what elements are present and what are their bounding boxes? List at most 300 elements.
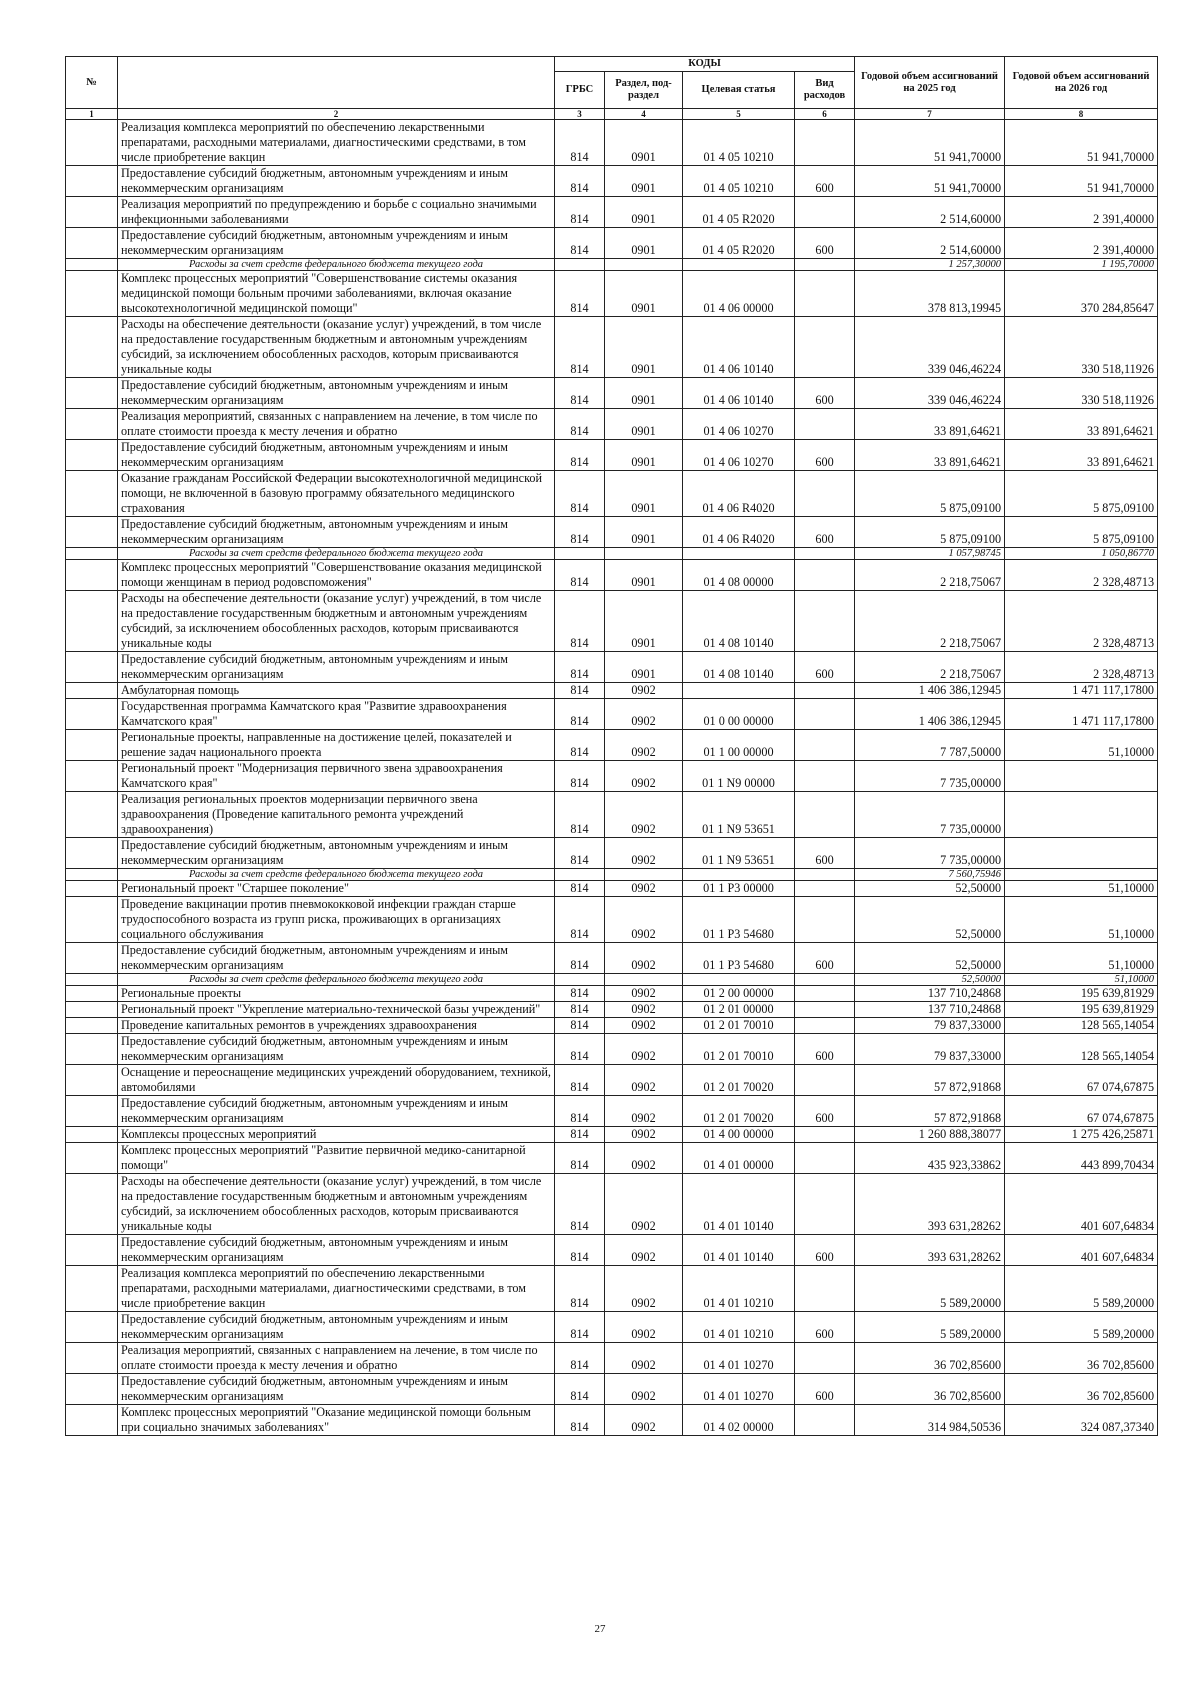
name-cell: Реализация мероприятий по предупреждению и борьбе с социально значимыми инфекционными заболеваниями: [118, 197, 555, 228]
target-cell: 01 0 00 00000: [683, 699, 795, 730]
vol-2025-cell: 1 260 888,38077: [855, 1127, 1005, 1143]
section-cell: [605, 974, 683, 986]
table-row: [66, 1374, 1158, 1405]
target-cell: 01 4 01 00000: [683, 1143, 795, 1174]
section-cell: 0902: [605, 1235, 683, 1266]
section-cell: 0902: [605, 1143, 683, 1174]
exp-type-cell: [795, 986, 855, 1002]
num-cell: [66, 471, 118, 517]
num-cell: [66, 1405, 118, 1436]
target-cell: 01 2 01 70020: [683, 1096, 795, 1127]
num-cell: [66, 1034, 118, 1065]
vol-2026-cell: 195 639,81929: [1005, 1002, 1158, 1018]
name-cell: Реализация мероприятий, связанных с направлением на лечение, в том числе по оплате стоимости проезда к месту лечения и обратно: [118, 409, 555, 440]
header-exp-type: Вид расходов: [795, 72, 855, 109]
exp-type-cell: 600: [795, 943, 855, 974]
colnum: 6: [795, 109, 855, 120]
name-cell: Предоставление субсидий бюджетным, автономным учреждениям и иным некоммерческим организациям: [118, 440, 555, 471]
section-cell: 0902: [605, 838, 683, 869]
name-cell: Расходы за счет средств федерального бюджета текущего года: [118, 974, 555, 986]
target-cell: 01 4 06 R4020: [683, 517, 795, 548]
vol-2025-cell: 7 787,50000: [855, 730, 1005, 761]
vol-2026-cell: 370 284,85647: [1005, 271, 1158, 317]
vol-2025-cell: 137 710,24868: [855, 1002, 1005, 1018]
name-cell: Оказание гражданам Российской Федерации высокотехнологичной медицинской помощи, не включенной в базовую программу обязательного медицинского страхования: [118, 471, 555, 517]
vol-2025-cell: 378 813,19945: [855, 271, 1005, 317]
num-cell: [66, 591, 118, 652]
section-cell: 0901: [605, 317, 683, 378]
name-cell: Региональные проекты: [118, 986, 555, 1002]
exp-type-cell: 600: [795, 1312, 855, 1343]
exp-type-cell: 600: [795, 440, 855, 471]
num-cell: [66, 1096, 118, 1127]
colnum: 1: [66, 109, 118, 120]
vol-2025-cell: 52,50000: [855, 881, 1005, 897]
grbs-cell: 814: [555, 683, 605, 699]
grbs-cell: 814: [555, 1374, 605, 1405]
vol-2025-cell: 1 257,30000: [855, 259, 1005, 271]
table-header: [66, 57, 1158, 120]
page-number: 27: [594, 1623, 606, 1635]
table-row: [66, 1034, 1158, 1065]
grbs-cell: 814: [555, 1174, 605, 1235]
grbs-cell: 814: [555, 120, 605, 166]
target-cell: 01 4 05 R2020: [683, 228, 795, 259]
vol-2026-cell: [1005, 761, 1158, 792]
grbs-cell: [555, 869, 605, 881]
name-cell: Предоставление субсидий бюджетным, автономным учреждениям и иным некоммерческим организациям: [118, 943, 555, 974]
target-cell: 01 4 06 00000: [683, 271, 795, 317]
grbs-cell: 814: [555, 317, 605, 378]
table-row: [66, 1405, 1158, 1436]
num-cell: [66, 792, 118, 838]
num-cell: [66, 1235, 118, 1266]
target-cell: 01 4 01 10270: [683, 1374, 795, 1405]
target-cell: 01 4 01 10210: [683, 1266, 795, 1312]
exp-type-cell: [795, 548, 855, 560]
federal-budget-row: [66, 548, 1158, 560]
vol-2025-cell: 7 735,00000: [855, 838, 1005, 869]
vol-2026-cell: 1 050,86770: [1005, 548, 1158, 560]
table-row: [66, 166, 1158, 197]
target-cell: 01 4 06 10140: [683, 378, 795, 409]
table-row: [66, 792, 1158, 838]
vol-2026-cell: 195 639,81929: [1005, 986, 1158, 1002]
grbs-cell: 814: [555, 440, 605, 471]
grbs-cell: 814: [555, 1065, 605, 1096]
grbs-cell: 814: [555, 1034, 605, 1065]
vol-2025-cell: 435 923,33862: [855, 1143, 1005, 1174]
table-row: [66, 1343, 1158, 1374]
table-row: [66, 730, 1158, 761]
vol-2026-cell: 5 875,09100: [1005, 471, 1158, 517]
table-row: [66, 228, 1158, 259]
name-cell: Расходы на обеспечение деятельности (оказание услуг) учреждений, в том числе на предоставление государственным бюджетным и автономным учреждениям субсидий, за исключением обособленных расходов, которым присваиваются уникальные коды: [118, 591, 555, 652]
section-cell: 0901: [605, 271, 683, 317]
section-cell: 0901: [605, 591, 683, 652]
num-cell: [66, 378, 118, 409]
name-cell: Реализация комплекса мероприятий по обеспечению лекарственными препаратами, расходными материалами, диагностическими средствами, в том числе приобретение вакцин: [118, 120, 555, 166]
exp-type-cell: [795, 197, 855, 228]
name-cell: Предоставление субсидий бюджетным, автономным учреждениям и иным некоммерческим организациям: [118, 1312, 555, 1343]
colnum: 3: [555, 109, 605, 120]
table-row: [66, 1018, 1158, 1034]
table-row: [66, 897, 1158, 943]
name-cell: Предоставление субсидий бюджетным, автономным учреждениям и иным некоммерческим организациям: [118, 652, 555, 683]
target-cell: 01 4 06 10270: [683, 409, 795, 440]
num-cell: [66, 259, 118, 271]
exp-type-cell: [795, 897, 855, 943]
vol-2026-cell: 1 275 426,25871: [1005, 1127, 1158, 1143]
name-cell: Региональный проект "Модернизация первичного звена здравоохранения Камчатского края": [118, 761, 555, 792]
header-section: Раздел, под-раздел: [605, 72, 683, 109]
vol-2026-cell: [1005, 838, 1158, 869]
exp-type-cell: [795, 409, 855, 440]
name-cell: Расходы на обеспечение деятельности (оказание услуг) учреждений, в том числе на предоставление государственным бюджетным и автономным учреждениям субсидий, за исключением обособленных расходов, которым присваиваются уникальные коды: [118, 317, 555, 378]
grbs-cell: 814: [555, 1096, 605, 1127]
section-cell: 0902: [605, 1374, 683, 1405]
exp-type-cell: [795, 120, 855, 166]
section-cell: 0901: [605, 517, 683, 548]
section-cell: 0902: [605, 1034, 683, 1065]
table-row: [66, 517, 1158, 548]
target-cell: 01 4 01 10270: [683, 1343, 795, 1374]
exp-type-cell: 600: [795, 1034, 855, 1065]
colnum: 8: [1005, 109, 1158, 120]
num-cell: [66, 1266, 118, 1312]
name-cell: Комплекс процессных мероприятий "Развитие первичной медико-санитарной помощи": [118, 1143, 555, 1174]
exp-type-cell: [795, 1174, 855, 1235]
table-row: [66, 683, 1158, 699]
exp-type-cell: [795, 560, 855, 591]
vol-2025-cell: 339 046,46224: [855, 378, 1005, 409]
section-cell: 0902: [605, 1405, 683, 1436]
table-row: [66, 838, 1158, 869]
exp-type-cell: [795, 792, 855, 838]
grbs-cell: 814: [555, 560, 605, 591]
grbs-cell: 814: [555, 228, 605, 259]
table-row: [66, 1096, 1158, 1127]
section-cell: 0902: [605, 1343, 683, 1374]
num-cell: [66, 228, 118, 259]
target-cell: 01 2 01 70010: [683, 1018, 795, 1034]
federal-budget-row: [66, 869, 1158, 881]
section-cell: 0902: [605, 1174, 683, 1235]
target-cell: 01 4 05 R2020: [683, 197, 795, 228]
vol-2026-cell: 51 941,70000: [1005, 120, 1158, 166]
table-row: [66, 652, 1158, 683]
vol-2025-cell: 52,50000: [855, 974, 1005, 986]
target-cell: 01 1 P3 54680: [683, 943, 795, 974]
vol-2026-cell: 36 702,85600: [1005, 1343, 1158, 1374]
exp-type-cell: [795, 1018, 855, 1034]
vol-2025-cell: 137 710,24868: [855, 986, 1005, 1002]
name-cell: Реализация региональных проектов модернизации первичного звена здравоохранения (Проведение капитального ремонта учреждений здравоохранения): [118, 792, 555, 838]
vol-2025-cell: 79 837,33000: [855, 1034, 1005, 1065]
section-cell: 0902: [605, 1096, 683, 1127]
grbs-cell: 814: [555, 943, 605, 974]
num-cell: [66, 271, 118, 317]
name-cell: Предоставление субсидий бюджетным, автономным учреждениям и иным некоммерческим организациям: [118, 1374, 555, 1405]
vol-2026-cell: 2 328,48713: [1005, 560, 1158, 591]
grbs-cell: [555, 548, 605, 560]
vol-2025-cell: 57 872,91868: [855, 1065, 1005, 1096]
table-row: [66, 1127, 1158, 1143]
section-cell: 0902: [605, 683, 683, 699]
header-column-numbers: [66, 109, 1158, 120]
header-num: №: [66, 57, 118, 109]
exp-type-cell: [795, 471, 855, 517]
grbs-cell: 814: [555, 1002, 605, 1018]
name-cell: Комплексы процессных мероприятий: [118, 1127, 555, 1143]
name-cell: Проведение капитальных ремонтов в учреждениях здравоохранения: [118, 1018, 555, 1034]
vol-2025-cell: 5 589,20000: [855, 1312, 1005, 1343]
section-cell: [605, 869, 683, 881]
target-cell: 01 4 06 10140: [683, 317, 795, 378]
num-cell: [66, 1312, 118, 1343]
section-cell: 0902: [605, 897, 683, 943]
table-row: [66, 471, 1158, 517]
vol-2025-cell: 5 875,09100: [855, 517, 1005, 548]
vol-2026-cell: 1 471 117,17800: [1005, 683, 1158, 699]
section-cell: [605, 548, 683, 560]
num-cell: [66, 197, 118, 228]
grbs-cell: [555, 974, 605, 986]
name-cell: Государственная программа Камчатского края "Развитие здравоохранения Камчатского края": [118, 699, 555, 730]
target-cell: [683, 548, 795, 560]
grbs-cell: 814: [555, 197, 605, 228]
num-cell: [66, 440, 118, 471]
num-cell: [66, 652, 118, 683]
vol-2026-cell: 5 875,09100: [1005, 517, 1158, 548]
num-cell: [66, 897, 118, 943]
name-cell: Амбулаторная помощь: [118, 683, 555, 699]
table-row: [66, 1235, 1158, 1266]
header-grbs: ГРБС: [555, 72, 605, 109]
vol-2026-cell: [1005, 869, 1158, 881]
header-vol-2026: Годовой объем ассигнований на 2026 год: [1005, 57, 1158, 109]
target-cell: 01 4 08 10140: [683, 591, 795, 652]
name-cell: Реализация мероприятий, связанных с направлением на лечение, в том числе по оплате стоимости проезда к месту лечения и обратно: [118, 1343, 555, 1374]
num-cell: [66, 761, 118, 792]
section-cell: 0902: [605, 1266, 683, 1312]
colnum: 2: [118, 109, 555, 120]
vol-2026-cell: 5 589,20000: [1005, 1266, 1158, 1312]
vol-2025-cell: 2 218,75067: [855, 560, 1005, 591]
table-row: [66, 881, 1158, 897]
exp-type-cell: 600: [795, 1374, 855, 1405]
num-cell: [66, 869, 118, 881]
num-cell: [66, 838, 118, 869]
grbs-cell: 814: [555, 1266, 605, 1312]
target-cell: 01 4 06 R4020: [683, 471, 795, 517]
vol-2026-cell: 2 391,40000: [1005, 197, 1158, 228]
table-row: [66, 440, 1158, 471]
exp-type-cell: [795, 1143, 855, 1174]
num-cell: [66, 730, 118, 761]
vol-2025-cell: 2 218,75067: [855, 591, 1005, 652]
grbs-cell: 814: [555, 1127, 605, 1143]
section-cell: 0901: [605, 166, 683, 197]
table-row: [66, 197, 1158, 228]
header-codes: КОДЫ: [555, 57, 855, 72]
num-cell: [66, 317, 118, 378]
table-row: [66, 699, 1158, 730]
target-cell: [683, 259, 795, 271]
table-row: [66, 1174, 1158, 1235]
exp-type-cell: [795, 761, 855, 792]
section-cell: 0902: [605, 699, 683, 730]
grbs-cell: 814: [555, 409, 605, 440]
grbs-cell: 814: [555, 517, 605, 548]
table-row: [66, 409, 1158, 440]
num-cell: [66, 548, 118, 560]
num-cell: [66, 1127, 118, 1143]
section-cell: 0902: [605, 761, 683, 792]
name-cell: Предоставление субсидий бюджетным, автономным учреждениям и иным некоммерческим организациям: [118, 1096, 555, 1127]
name-cell: Комплекс процессных мероприятий "Совершенствование оказания медицинской помощи женщинам в период родовспоможения": [118, 560, 555, 591]
vol-2026-cell: 51,10000: [1005, 943, 1158, 974]
grbs-cell: 814: [555, 1018, 605, 1034]
vol-2026-cell: 5 589,20000: [1005, 1312, 1158, 1343]
target-cell: 01 4 00 00000: [683, 1127, 795, 1143]
num-cell: [66, 120, 118, 166]
target-cell: 01 2 01 00000: [683, 1002, 795, 1018]
target-cell: 01 1 N9 00000: [683, 761, 795, 792]
name-cell: Региональные проекты, направленные на достижение целей, показателей и решение задач национального проекта: [118, 730, 555, 761]
exp-type-cell: [795, 869, 855, 881]
table-row: [66, 986, 1158, 1002]
vol-2025-cell: 339 046,46224: [855, 317, 1005, 378]
exp-type-cell: 600: [795, 838, 855, 869]
grbs-cell: 814: [555, 1143, 605, 1174]
target-cell: [683, 683, 795, 699]
target-cell: 01 4 05 10210: [683, 120, 795, 166]
exp-type-cell: [795, 881, 855, 897]
table-row: [66, 1143, 1158, 1174]
grbs-cell: 814: [555, 897, 605, 943]
vol-2026-cell: 324 087,37340: [1005, 1405, 1158, 1436]
grbs-cell: 814: [555, 378, 605, 409]
target-cell: [683, 869, 795, 881]
table-row: [66, 271, 1158, 317]
section-cell: 0902: [605, 1002, 683, 1018]
colnum: 7: [855, 109, 1005, 120]
exp-type-cell: 600: [795, 1096, 855, 1127]
federal-budget-row: [66, 259, 1158, 271]
name-cell: Предоставление субсидий бюджетным, автономным учреждениям и иным некоммерческим организациям: [118, 166, 555, 197]
target-cell: 01 4 02 00000: [683, 1405, 795, 1436]
grbs-cell: 814: [555, 699, 605, 730]
colnum: 4: [605, 109, 683, 120]
num-cell: [66, 699, 118, 730]
vol-2025-cell: 33 891,64621: [855, 409, 1005, 440]
vol-2025-cell: 36 702,85600: [855, 1343, 1005, 1374]
num-cell: [66, 409, 118, 440]
vol-2026-cell: 51,10000: [1005, 730, 1158, 761]
section-cell: 0901: [605, 197, 683, 228]
budget-table-page: [65, 56, 1157, 1436]
section-cell: 0901: [605, 228, 683, 259]
table-body: [66, 120, 1158, 1436]
vol-2026-cell: 51 941,70000: [1005, 166, 1158, 197]
vol-2025-cell: 36 702,85600: [855, 1374, 1005, 1405]
table-row: [66, 560, 1158, 591]
vol-2026-cell: [1005, 792, 1158, 838]
exp-type-cell: [795, 1127, 855, 1143]
exp-type-cell: 600: [795, 378, 855, 409]
grbs-cell: 814: [555, 1235, 605, 1266]
vol-2026-cell: 67 074,67875: [1005, 1096, 1158, 1127]
vol-2025-cell: 314 984,50536: [855, 1405, 1005, 1436]
table-row: [66, 120, 1158, 166]
name-cell: Расходы за счет средств федерального бюджета текущего года: [118, 548, 555, 560]
vol-2026-cell: 2 328,48713: [1005, 591, 1158, 652]
grbs-cell: 814: [555, 761, 605, 792]
vol-2025-cell: 2 514,60000: [855, 197, 1005, 228]
table-row: [66, 943, 1158, 974]
num-cell: [66, 1343, 118, 1374]
section-cell: 0901: [605, 409, 683, 440]
exp-type-cell: [795, 1002, 855, 1018]
num-cell: [66, 943, 118, 974]
vol-2026-cell: 443 899,70434: [1005, 1143, 1158, 1174]
vol-2026-cell: 401 607,64834: [1005, 1235, 1158, 1266]
target-cell: 01 4 08 00000: [683, 560, 795, 591]
num-cell: [66, 1018, 118, 1034]
num-cell: [66, 683, 118, 699]
vol-2026-cell: 2 328,48713: [1005, 652, 1158, 683]
name-cell: Проведение вакцинации против пневмококковой инфекции граждан старше трудоспособного возраста из групп риска, проживающих в организациях социального обслуживания: [118, 897, 555, 943]
vol-2025-cell: 1 406 386,12945: [855, 699, 1005, 730]
section-cell: 0902: [605, 986, 683, 1002]
grbs-cell: 814: [555, 1405, 605, 1436]
vol-2025-cell: 7 735,00000: [855, 792, 1005, 838]
table-row: [66, 378, 1158, 409]
target-cell: 01 4 01 10210: [683, 1312, 795, 1343]
vol-2026-cell: 330 518,11926: [1005, 378, 1158, 409]
target-cell: 01 1 P3 54680: [683, 897, 795, 943]
num-cell: [66, 881, 118, 897]
target-cell: 01 4 06 10270: [683, 440, 795, 471]
section-cell: 0902: [605, 1018, 683, 1034]
name-cell: Комплекс процессных мероприятий "Совершенствование системы оказания медицинской помощи больным прочими заболеваниями, включая оказание высокотехнологичной медицинской помощи": [118, 271, 555, 317]
num-cell: [66, 1143, 118, 1174]
exp-type-cell: [795, 1065, 855, 1096]
target-cell: 01 1 P3 00000: [683, 881, 795, 897]
num-cell: [66, 1374, 118, 1405]
section-cell: 0902: [605, 881, 683, 897]
section-cell: 0902: [605, 792, 683, 838]
federal-budget-row: [66, 974, 1158, 986]
vol-2026-cell: 36 702,85600: [1005, 1374, 1158, 1405]
header-target: Целевая статья: [683, 72, 795, 109]
vol-2025-cell: 7 735,00000: [855, 761, 1005, 792]
target-cell: 01 4 01 10140: [683, 1174, 795, 1235]
target-cell: 01 2 01 70020: [683, 1065, 795, 1096]
grbs-cell: 814: [555, 1343, 605, 1374]
grbs-cell: 814: [555, 1312, 605, 1343]
vol-2025-cell: 52,50000: [855, 897, 1005, 943]
exp-type-cell: [795, 591, 855, 652]
name-cell: Расходы на обеспечение деятельности (оказание услуг) учреждений, в том числе на предоставление государственным бюджетным и автономным учреждениям субсидий, за исключением обособленных расходов, которым присваиваются уникальные коды: [118, 1174, 555, 1235]
header-name: [118, 57, 555, 109]
header-vol-2025: Годовой объем ассигнований на 2025 год: [855, 57, 1005, 109]
vol-2026-cell: 128 565,14054: [1005, 1018, 1158, 1034]
section-cell: 0901: [605, 560, 683, 591]
exp-type-cell: [795, 730, 855, 761]
name-cell: Реализация комплекса мероприятий по обеспечению лекарственными препаратами, расходными материалами, диагностическими средствами, в том числе приобретение вакцин: [118, 1266, 555, 1312]
